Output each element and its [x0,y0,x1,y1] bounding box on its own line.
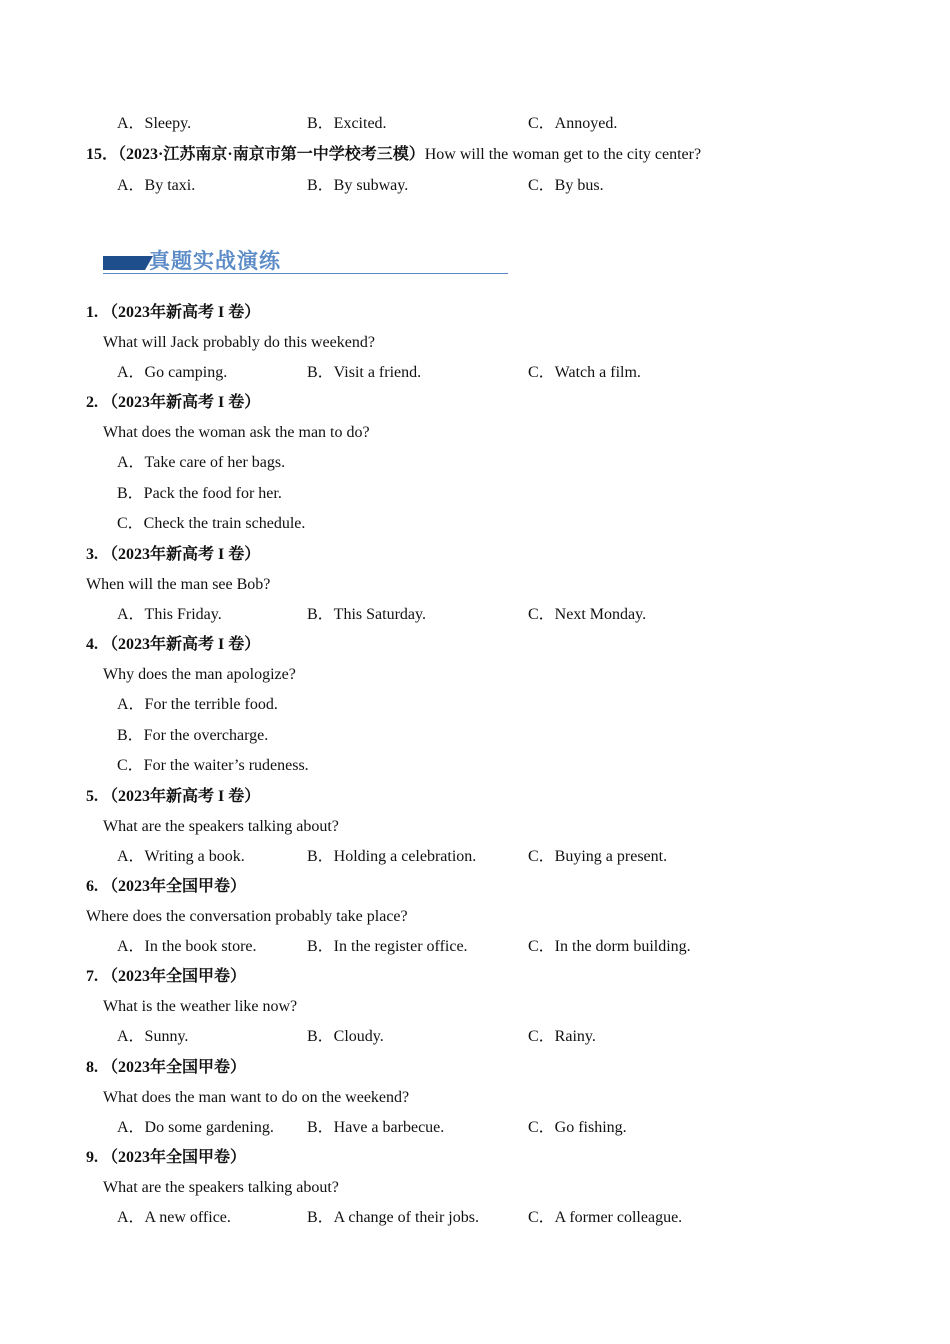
question-5-option-a: A．Writing a book. [117,848,245,866]
question-3-source: （2023年新高考 I 卷） [102,546,261,563]
question-7-option-a: A．Sunny. [117,1028,189,1046]
question-9-source: （2023年全国甲卷） [102,1149,247,1166]
q15-question: How will the woman get to the city center? [424,146,702,163]
section-title: 真题实战演练 [149,248,281,273]
question-9-option-c: C．A former colleague. [528,1209,683,1227]
question-9-header [86,1148,246,1168]
question-3-option-c: C．Next Monday. [528,606,647,624]
section-header-rule [103,273,508,274]
question-5-option-c: C．Buying a present. [528,848,668,866]
question-9-option-b: B．A change of their jobs. [307,1209,479,1227]
question-5-option-b: B．Holding a celebration. [307,848,477,866]
question-4-number: 4. [86,636,98,653]
question-2-option-c: C．Check the train schedule. [117,514,306,532]
question-5-number: 5. [86,788,98,805]
section-header-bar [103,256,145,270]
question-2-source: （2023年新高考 I 卷） [102,394,261,411]
question-6-text: Where does the conversation probably take place? [86,908,408,926]
q15-option-a: A．By taxi. [117,177,196,194]
question-4-source: （2023年新高考 I 卷） [102,636,261,653]
question-3-option-a: A．This Friday. [117,606,222,624]
question-5-header [86,787,260,807]
question-6-option-a: A．In the book store. [117,938,257,956]
question-7-header [86,967,246,987]
question-8-number: 8. [86,1059,98,1076]
question-3-header [86,545,260,565]
question-3-option-b: B．This Saturday. [307,606,426,624]
question-3-number: 3. [86,546,98,563]
question-9-text: What are the speakers talking about? [103,1179,339,1197]
q15-option-b: B．By subway. [307,177,409,194]
question-4-header [86,635,260,655]
question-1-text: What will Jack probably do this weekend? [103,334,375,352]
question-5-text: What are the speakers talking about? [103,818,339,836]
question-6-option-c: C．In the dorm building. [528,938,691,956]
question-7-option-c: C．Rainy. [528,1028,596,1046]
q15-source: （2023·江苏南京·南京市第一中学校考三模） [118,146,425,163]
question-2-header [86,393,260,413]
question-7-text: What is the weather like now? [103,998,298,1016]
q15-option-c: C．By bus. [528,177,604,194]
question-8-header [86,1058,246,1078]
q15-stem [86,145,701,165]
question-8-option-b: B．Have a barbecue. [307,1119,445,1137]
question-7-number: 7. [86,968,98,985]
section-header [103,248,508,276]
q14-option-c: C．Annoyed. [528,115,618,132]
question-3-text: When will the man see Bob? [86,576,271,594]
question-4-option-a: A．For the terrible food. [117,696,278,714]
question-8-source: （2023年全国甲卷） [102,1059,247,1076]
q15-number: 15． [86,146,119,163]
question-8-option-a: A．Do some gardening. [117,1119,274,1137]
q14-option-a: A．Sleepy. [117,115,192,132]
q14-option-b: B．Excited. [307,115,387,132]
question-4-text: Why does the man apologize? [103,666,296,684]
question-6-source: （2023年全国甲卷） [102,878,247,895]
question-2-number: 2. [86,394,98,411]
question-9-number: 9. [86,1149,98,1166]
question-8-text: What does the man want to do on the weekend? [103,1089,410,1107]
question-8-option-c: C．Go fishing. [528,1119,627,1137]
question-2-text: What does the woman ask the man to do? [103,424,370,442]
question-6-header [86,877,246,897]
question-1-option-c: C．Watch a film. [528,364,641,382]
question-4-option-b: B．For the overcharge. [117,726,269,744]
question-1-header [86,303,260,323]
question-1-source: （2023年新高考 I 卷） [102,304,261,321]
question-1-number: 1. [86,304,98,321]
question-1-option-b: B．Visit a friend. [307,364,422,382]
question-6-number: 6. [86,878,98,895]
question-4-option-c: C．For the waiter’s rudeness. [117,756,309,774]
question-2-option-b: B．Pack the food for her. [117,484,282,502]
question-7-option-b: B．Cloudy. [307,1028,384,1046]
question-5-source: （2023年新高考 I 卷） [102,788,261,805]
question-1-option-a: A．Go camping. [117,364,228,382]
question-6-option-b: B．In the register office. [307,938,468,956]
question-7-source: （2023年全国甲卷） [102,968,247,985]
question-2-option-a: A．Take care of her bags. [117,454,286,472]
question-9-option-a: A．A new office. [117,1209,231,1227]
